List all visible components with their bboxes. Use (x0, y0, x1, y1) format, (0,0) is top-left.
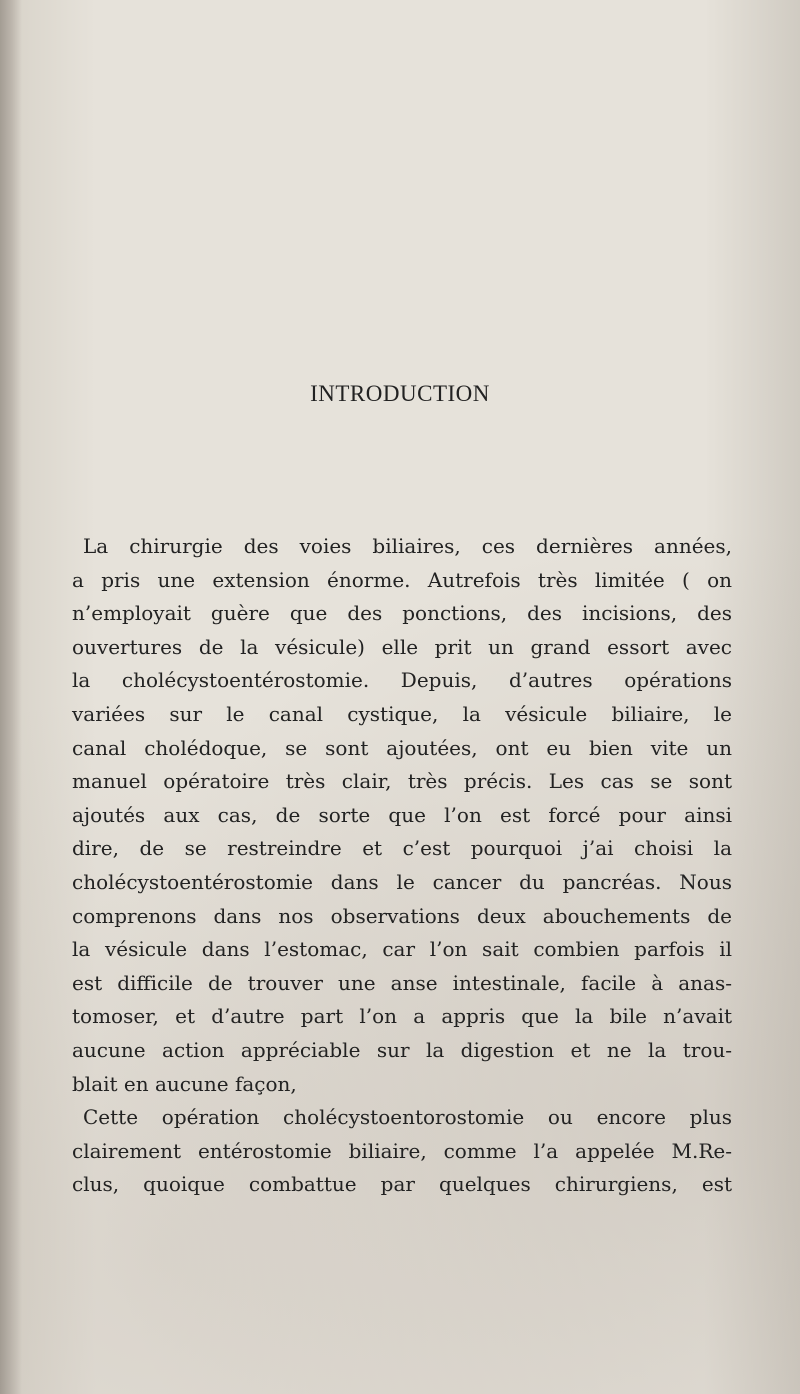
text-line: a pris une extension énorme. Autrefois très limitée ( on (72, 567, 732, 592)
text-line: cholécystoentérostomie dans le cancer du pancréas. Nous (72, 869, 732, 894)
text-line: variées sur le canal cystique, la vésicule biliaire, le (72, 701, 732, 726)
page-spine-shadow (0, 0, 22, 1394)
text-line: La chirurgie des voies biliaires, ces dernières années, (83, 534, 732, 558)
text-line: la cholécystoentérostomie. Depuis, d’autres opérations (72, 668, 732, 693)
text-line: Cette opération cholécystoentorostomie ou encore plus (83, 1105, 732, 1130)
text-line: clus, quoique combattue par quelques chirurgiens, est (72, 1172, 732, 1197)
body-text (72, 530, 732, 1202)
text-line: dire, de se restreindre et c’est pourquoi j’ai choisi la (72, 836, 732, 861)
text-line: tomoser, et d’autre part l’on a appris que la bile n’avait (72, 1004, 732, 1029)
text-line: clairement entérostomie biliaire, comme l’a appelée M.Re- (72, 1138, 732, 1163)
text-line: ajoutés aux cas, de sorte que l’on est forcé pour ainsi (72, 802, 732, 827)
text-line: n’employait guère que des ponctions, des incisions, des (72, 601, 732, 626)
chapter-title: INTRODUCTION (310, 381, 490, 406)
text-line: blait en aucune façon, (72, 1071, 297, 1096)
text-line: est difficile de trouver une anse intestinale, facile à anas- (72, 970, 732, 995)
text-line: ouvertures de la vésicule) elle prit un grand essort avec (72, 634, 732, 659)
text-line: canal cholédoque, se sont ajoutées, ont eu bien vite un (72, 735, 732, 760)
text-line: comprenons dans nos observations deux abouchements de (72, 903, 732, 928)
text-line: aucune action appréciable sur la digestion et ne la trou- (72, 1037, 732, 1062)
text-line: manuel opératoire très clair, très précis. Les cas se sont (72, 769, 732, 794)
text-line: la vésicule dans l’estomac, car l’on sait combien parfois il (72, 937, 732, 962)
